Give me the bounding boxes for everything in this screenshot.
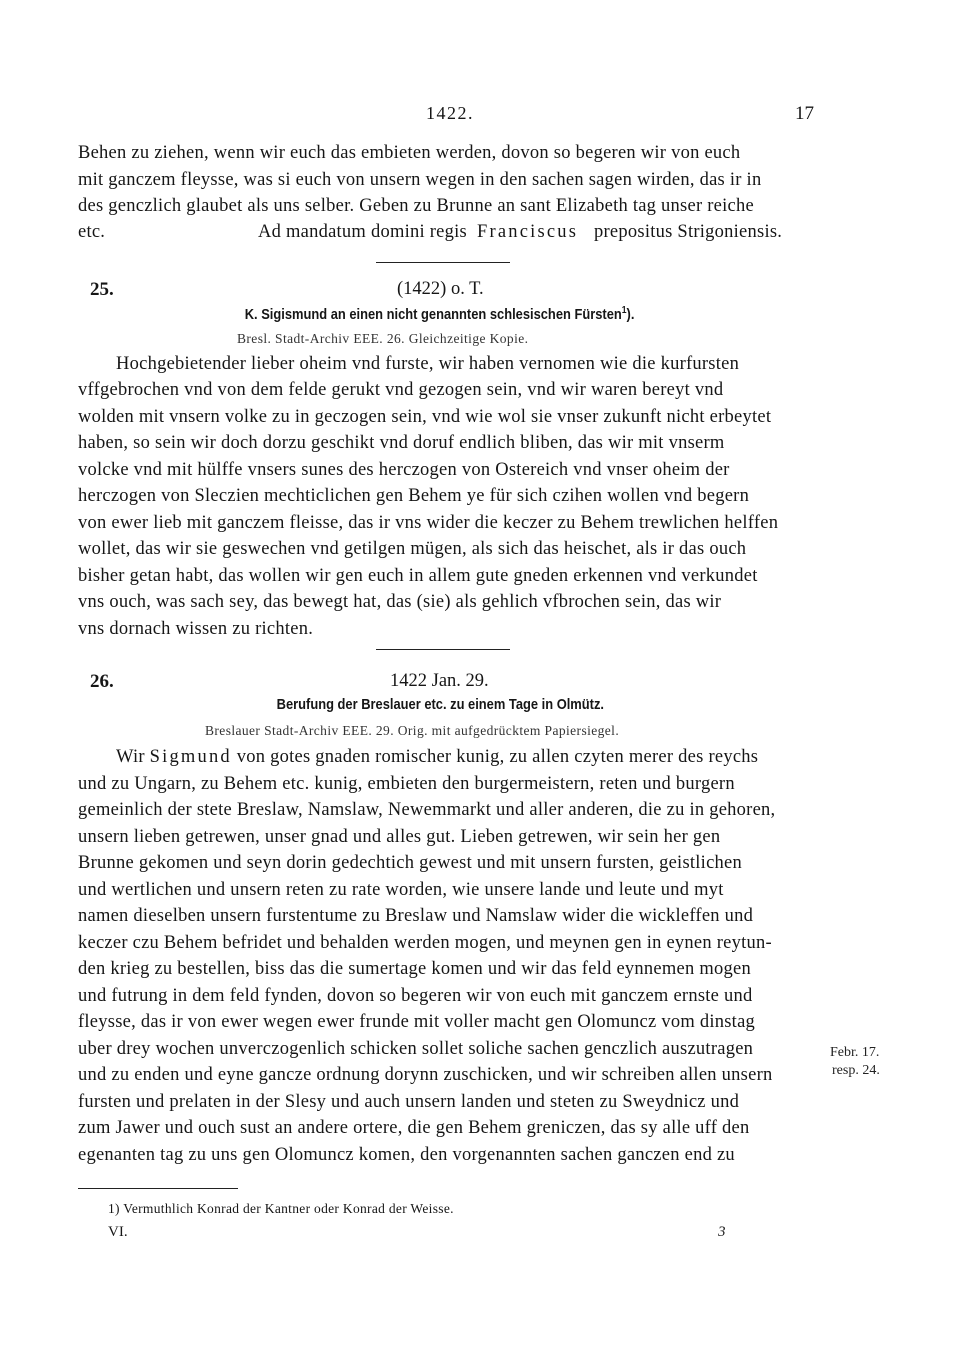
text-line: herczogen von Sleczien mechticlichen gen Behem ye für sich czihen wollen vnd begern [78, 486, 750, 506]
text-line: des genczlich glaubet als uns selber. Geben zu Brunne an sant Elizabeth tag unser reiche [78, 196, 754, 216]
text-line: und zu enden und eyne gancze ordnung dorynn zuschicken, und wir schreiben allen unsern [78, 1065, 773, 1085]
footnote-marker: 1) [108, 1201, 120, 1216]
text-line: und zu Ungarn, zu Behem etc. kunig, embieten den burgermeistern, reten und burgern [78, 774, 735, 794]
doc-source-25: Bresl. Stadt-Archiv EEE. 26. Gleichzeitige Kopie. [237, 331, 529, 346]
mandatum-rest: prepositus Strigoniensis. [594, 222, 783, 242]
text-line: zum Jawer und ouch sust an andere ortere, die gen Behem greniczen, das sy alle uff den [78, 1118, 750, 1138]
sheet-signature: 3 [718, 1224, 726, 1240]
doc-title-26: Berufung der Breslauer etc. zu einem Tage in Olmütz. [276, 696, 604, 713]
doc-date-25: (1422) o. T. [397, 279, 484, 299]
volume-signature: VI. [108, 1224, 128, 1240]
text-line: mit ganczem fleysse, was si euch von unsern wegen in den sachen sagen wirden, das ir in [78, 170, 762, 190]
text-line: fleysse, das ir von ewer wegen ewer frunde mit voller macht gen Olomuncz vom dinstag [78, 1012, 756, 1032]
etc-text: etc. [78, 222, 106, 242]
doc-number-25: 25. [90, 279, 114, 300]
text-line: vffgebrochen vnd von dem felde gerukt vnd gezogen sein, vnd wir waren bereyt vnd [78, 380, 724, 400]
text-line: vns dornach wissen zu richten. [78, 619, 314, 639]
mandatum-name: Franciscus [477, 222, 579, 242]
text-line: bisher getan habt, das wollen wir gen euch in allem gute gneden erkennen vnd verkundet [78, 566, 758, 586]
footnote-text: Vermuthlich Konrad der Kantner oder Konrad der Weisse. [123, 1201, 454, 1216]
text-line: vns ouch, was sach sey, das bewegt hat, das (sie) als gehlich vfbrochen sein, das wir [78, 592, 722, 612]
footnote [108, 1201, 454, 1217]
text-line: wollet, das wir sie geswechen vnd getilgen mügen, als sich das heischet, als ir das ouch [78, 539, 747, 559]
doc-number-26: 26. [90, 671, 114, 692]
footnote-rule [78, 1188, 238, 1189]
text-line: namen dieselben unsern furstentume zu Breslaw und Namslaw wider die wickleffen und [78, 906, 754, 926]
text-line-first: Wir Sigmund von gotes gnaden romischer kunig, zu allen czyten merer des reychs [116, 747, 759, 767]
doc-source-26: Breslauer Stadt-Archiv EEE. 29. Orig. mit aufgedrücktem Papiersiegel. [205, 723, 620, 738]
text-line: und wertlichen und unsern reten zu rate worden, wie unsere lande und leute und myt [78, 880, 724, 900]
text-line: Brunne gekomen und seyn dorin gedechtich gewest und mit unsern fursten, geistlichen [78, 853, 742, 873]
page-number: 17 [795, 103, 814, 124]
margin-note-date: resp. 24. [832, 1063, 880, 1078]
doc-date-26: 1422 Jan. 29. [390, 671, 489, 691]
margin-note-date: Febr. 17. [830, 1045, 880, 1060]
text-line: fursten und prelaten in der Slesy und auch unsern landen und steten zu Sweydnicz und [78, 1092, 740, 1112]
section-divider [376, 649, 510, 650]
ruler-name: Sigmund [149, 747, 232, 767]
text-line: unsern lieben getrewen, unser gnad und alles gut. Lieben getrewen, wir sein her gen [78, 827, 721, 847]
text-line-closing [78, 219, 811, 246]
section-divider [376, 262, 510, 263]
text-line: keczer czu Behem befridet und behalden werden mogen, und meynen gen in eynen reytun- [78, 933, 772, 953]
text-line: egenanten tag zu uns gen Olomuncz komen, den vorgenannten sachen ganczen end zu [78, 1145, 735, 1165]
text-line: Behen zu ziehen, wenn wir euch das embieten werden, dovon so begeren wir von euch [78, 143, 741, 163]
mandatum-text: Ad mandatum domini regis [258, 222, 467, 242]
text-line: haben, so sein wir doch dorzu geschikt vnd doruf endlich bliben, das wir mit vnserm [78, 433, 725, 453]
text-line: uber drey wochen unverczogenlich schicken sollet soliche sachen genczlich auszutragen [78, 1039, 754, 1059]
text-line: wolden mit vnsern volke zu in geczogen sein, vnd wie wol sie vnser zukunft nicht erbeytet [78, 407, 772, 427]
text-line: den krieg zu bestellen, biss das die sumertage komen und wir das feld eynnemen mogen [78, 959, 751, 979]
text-line: volcke vnd mit hülffe vnsers sunes des herczogen von Ostereich vnd vnser oheim der [78, 460, 730, 480]
footnote-ref: 1 [622, 305, 627, 316]
text-line: gemeinlich der stete Breslaw, Namslaw, Newemmarkt und aller anderen, die zu in gehoren, [78, 800, 776, 820]
text-line: von ewer lieb mit ganczem fleisse, das ir vns wider die keczer zu Behem trewlichen helffen [78, 513, 779, 533]
doc-title-25: K. Sigismund an einen nicht genannten schlesischen Fürsten$^1$). [245, 305, 635, 323]
text-line: Hochgebietender lieber oheim vnd furste, wir haben vernomen wie die kurfursten [116, 354, 740, 374]
text-line: und futrung in dem feld fynden, dovon so begeren wir von euch mit ganczem ernste und [78, 986, 753, 1006]
running-head-year: 1422. [426, 103, 474, 123]
